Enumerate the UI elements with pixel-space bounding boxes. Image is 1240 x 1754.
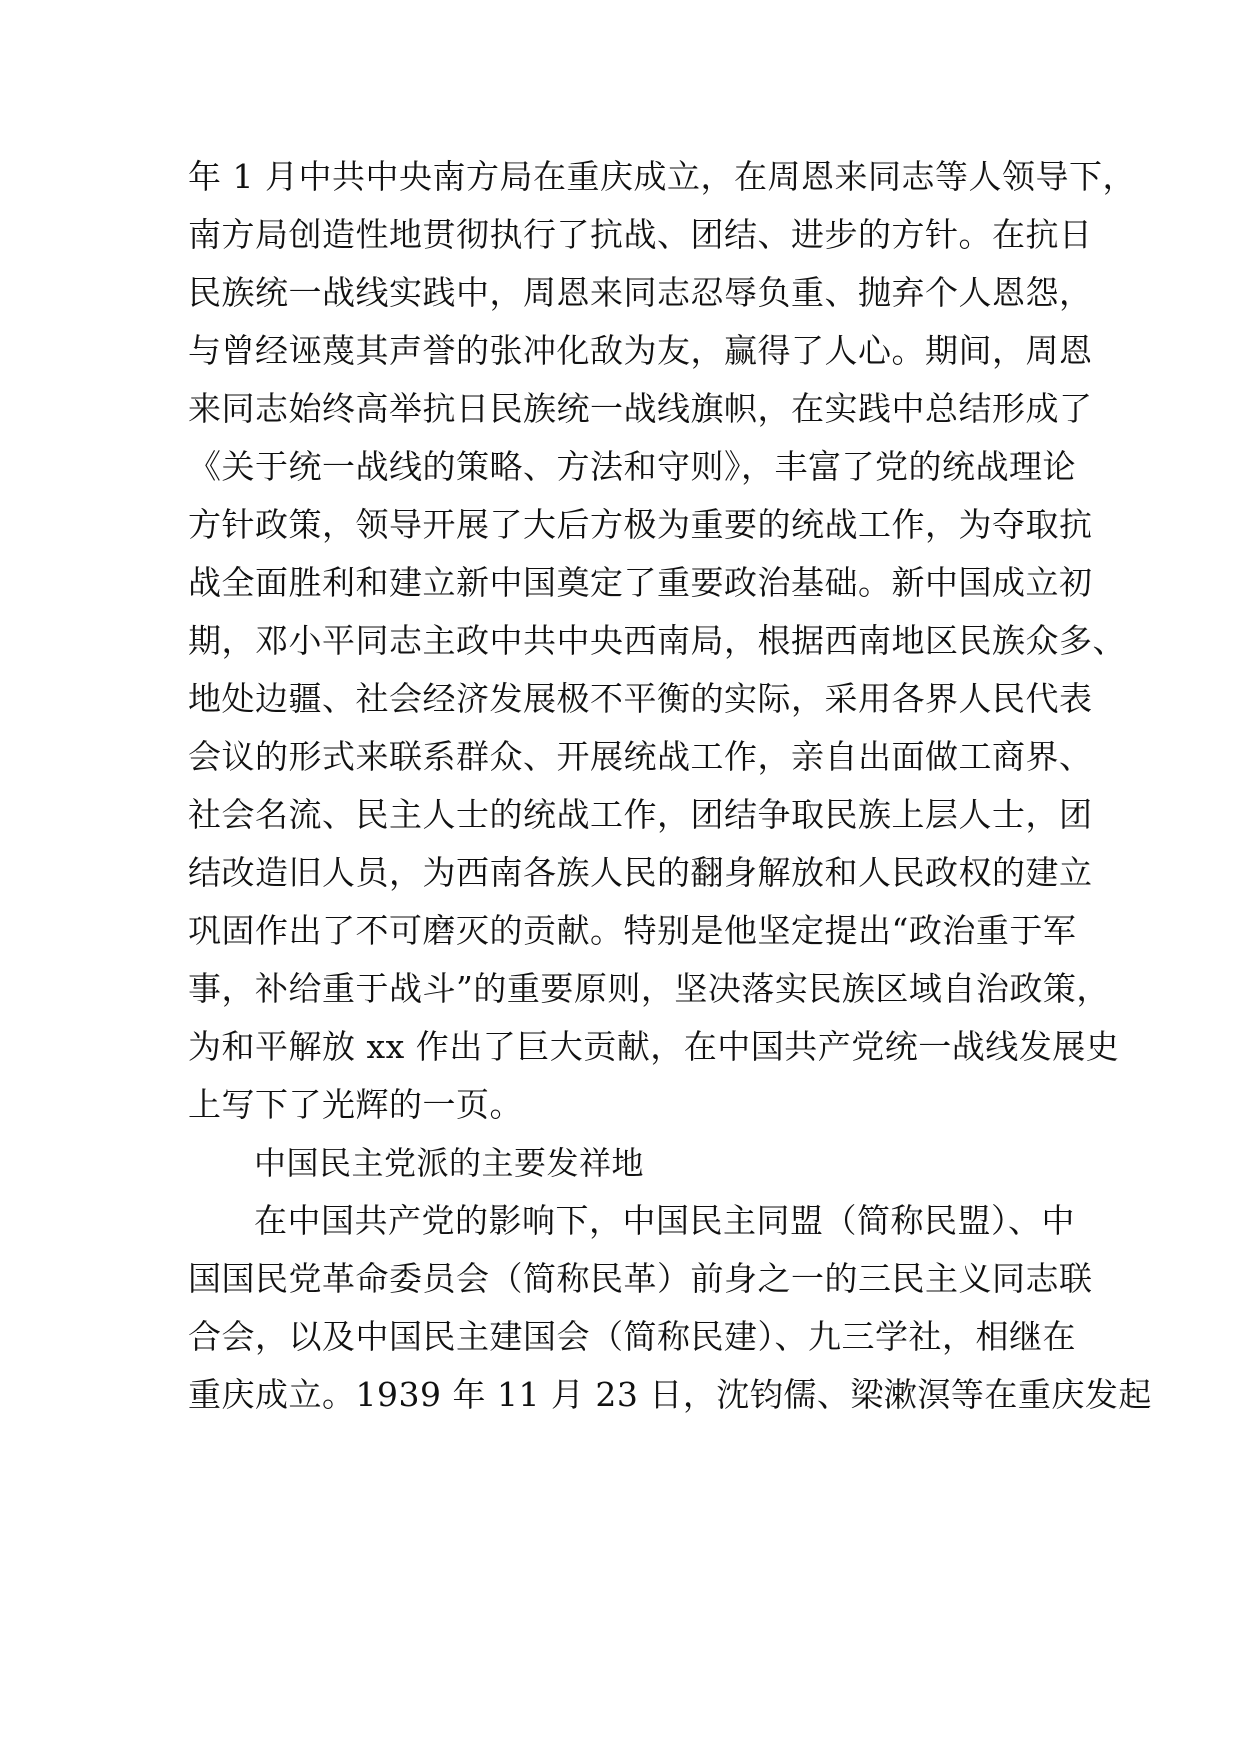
paragraph-1-line-15: 事，补给重于战斗”的重要原则，坚决落实民族区域自治政策，: [188, 969, 1110, 1008]
paragraph-1-line-1: 年 1 月中共中央南方局在重庆成立，在周恩来同志等人领导下，: [188, 157, 1136, 196]
paragraph-1-line-13: 结改造旧人员，为西南各族人民的翻身解放和人民政权的建立: [188, 853, 1093, 892]
paragraph-1-line-7: 方针政策，领导开展了大后方极为重要的统战工作，为夺取抗: [188, 505, 1093, 544]
paragraph-1-line-3: 民族统一战线实践中，周恩来同志忍辱负重、抛弃个人恩怨，: [188, 273, 1093, 312]
paragraph-2-line-3: 合会，以及中国民主建国会（简称民建）、九三学社，相继在: [188, 1317, 1076, 1356]
paragraph-1-line-14: 巩固作出了不可磨灭的贡献。特别是他坚定提出“政治重于军: [188, 911, 1077, 950]
paragraph-1-line-12: 社会名流、民主人士的统战工作，团结争取民族上层人士，团: [188, 795, 1093, 834]
section-heading: 中国民主党派的主要发祥地: [254, 1144, 645, 1182]
paragraph-1-line-8: 战全面胜利和建立新中国奠定了重要政治基础。新中国成立初: [188, 563, 1093, 602]
paragraph-1-line-5: 来同志始终高举抗日民族统一战线旗帜，在实践中总结形成了: [188, 389, 1093, 428]
paragraph-1-line-11: 会议的形式来联系群众、开展统战工作，亲自出面做工商界、: [188, 737, 1093, 776]
paragraph-2-line-4: 重庆成立。1939 年 11 月 23 日，沈钧儒、梁漱溟等在重庆发起: [188, 1375, 1152, 1414]
paragraph-1-line-16: 为和平解放 xx 作出了巨大贡献，在中国共产党统一战线发展史: [188, 1027, 1120, 1066]
paragraph-1-line-6: 《关于统一战线的策略、方法和守则》，丰富了党的统战理论: [188, 447, 1076, 486]
paragraph-1-line-17: 上写下了光辉的一页。: [188, 1085, 523, 1124]
paragraph-1-line-4: 与曾经诬蔑其声誉的张冲化敌为友，赢得了人心。期间，周恩: [188, 331, 1093, 370]
paragraph-2-line-1: 在中国共产党的影响下，中国民主同盟（简称民盟）、中: [254, 1201, 1075, 1240]
paragraph-1-line-9: 期，邓小平同志主政中共中央西南局，根据西南地区民族众多、: [188, 621, 1126, 660]
paragraph-1-line-10: 地处边疆、社会经济发展极不平衡的实际，采用各界人民代表: [188, 679, 1093, 718]
paragraph-1-line-2: 南方局创造性地贯彻执行了抗战、团结、进步的方针。在抗日: [188, 215, 1093, 254]
paragraph-2-line-2: 国国民党革命委员会（简称民革）前身之一的三民主义同志联: [188, 1259, 1093, 1298]
